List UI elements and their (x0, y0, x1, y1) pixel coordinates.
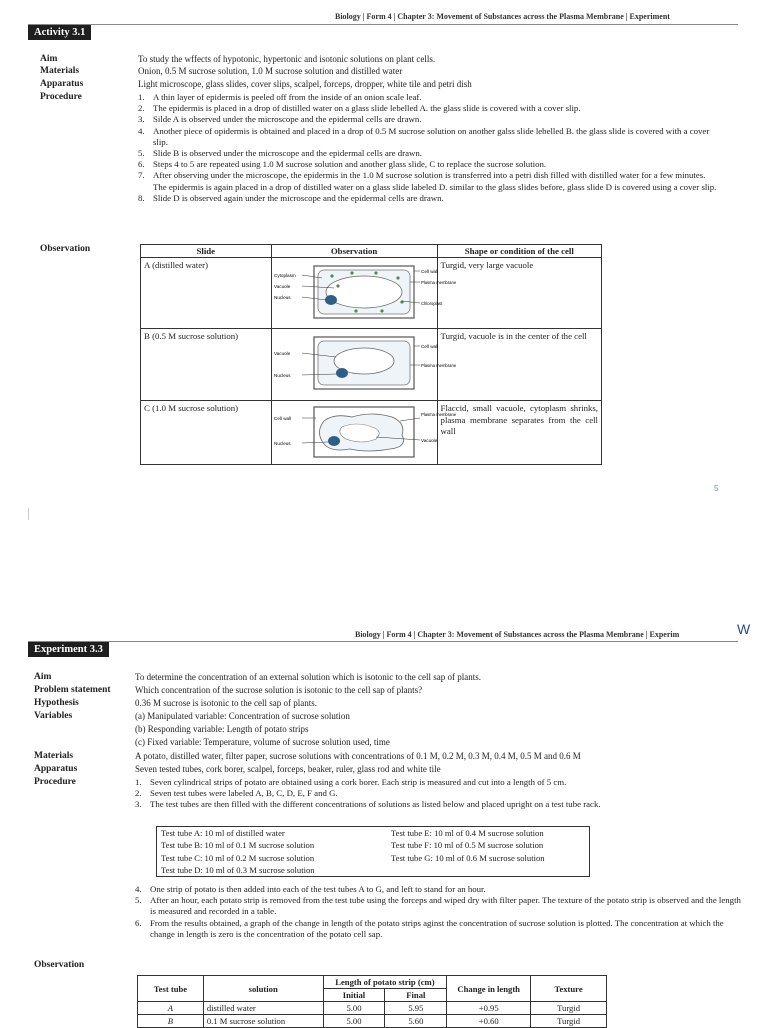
turgid-center-vacuole-diagram (272, 329, 456, 398)
apparatus-label: Apparatus (34, 764, 78, 774)
step-text: Slide D is observed again under the microscope and the epidermal cells are drawn. (153, 192, 444, 203)
materials-text: A potato, distilled water, filter paper, sucrose solutions with concentrations of 0.1 M, 0.2 M, 0.3 M, 0.4 M, 0.5 M and 0.6 M (135, 751, 581, 761)
results-cell: 5.00 (323, 1015, 385, 1028)
apparatus-text: Light microscope, glass slides, cover slips, scalpel, forceps, dropper, white tile and petri dish (138, 79, 472, 89)
materials-label: Materials (34, 751, 74, 761)
header-rule (28, 641, 738, 642)
diagram-label: Nucleus (273, 295, 291, 300)
condition-cell: Turgid, vacuole is in the center of the cell (437, 329, 601, 401)
procedure-step (135, 918, 743, 940)
tube-item: Test tube B: 10 ml of 0.1 M sucrose solution (161, 840, 315, 851)
step-number: 4. (138, 125, 145, 136)
procedure-step (138, 92, 720, 103)
step-number: 5. (138, 148, 145, 159)
diagram-label: Nucleus (273, 441, 291, 446)
procedure-step (135, 777, 743, 788)
header-rule (28, 24, 738, 25)
step-text: Seven test tubes were labeled A, B, C, D, E, F and G. (150, 788, 338, 799)
procedure-step (138, 103, 720, 114)
table-row (141, 258, 602, 329)
procedure-list (135, 777, 743, 811)
results-cell: distilled water (203, 1002, 323, 1015)
observation-table (140, 244, 602, 465)
diagram-label: Chloroplast (420, 301, 442, 306)
results-header-final: Final (385, 989, 447, 1002)
problem-text: Which concentration of the sucrose solution is isotonic to the cell sap of plants? (135, 685, 423, 695)
results-cell: 5.95 (385, 1002, 447, 1015)
condition-cell: Flaccid, small vacuole, cytoplasm shrinks, plasma membrane separates from the cell wall (437, 401, 601, 465)
diagram-label: Vacuole (273, 284, 290, 289)
diagram-label: Cell wall (273, 416, 291, 421)
step-text: After observing under the microscope, the epidermis in the 1.0 M sucrose solution is transferred into a petri dish filled with distilled water for a few minutes. The epidermis is again placed in a drop of distilled water on a glass slide labeled D. similar to the glass slides before, glass slide D is covered using a cover slip. (153, 170, 717, 192)
procedure-step (135, 884, 743, 895)
step-text: One strip of potato is then added into each of the test tubes A to G, and left to stand for an hour. (150, 884, 486, 894)
diagram-label: Plasma membrane (420, 412, 456, 417)
variables-label: Variables (34, 711, 73, 721)
step-number: 3. (138, 114, 145, 125)
step-text: After an hour, each potato strip is removed from the test tube using the forceps and wiped dry with filter paper. The texture of the potato strip is observed and the length is measured and recorded in a table. (150, 895, 741, 917)
tube-item: Test tube C: 10 ml of 0.2 M sucrose solution (161, 852, 315, 863)
procedure-step (138, 148, 720, 159)
tube-item: Test tube A: 10 ml of distilled water (161, 828, 285, 838)
procedure-step (138, 159, 720, 170)
procedure-list (138, 92, 720, 204)
diagram-label: Plasma membrane (420, 280, 456, 285)
observation-cell (271, 258, 456, 329)
step-text: Another piece of opidermis is obtained and placed in a drop of 0.5 M sucrose solution on another galss slide lebelled B. the glass slide is covered with a cover slip. (153, 125, 710, 147)
results-cell: 5.00 (323, 1002, 385, 1015)
results-header-change: Change in length (447, 976, 531, 1002)
diagram-label: Cytoplasm (273, 273, 296, 278)
step-number: 7. (138, 170, 145, 181)
w-logo-icon: W (737, 621, 751, 637)
table-header-observation: Observation (271, 245, 437, 258)
step-number: 1. (138, 92, 145, 102)
procedure-step (138, 126, 720, 148)
diagram-label: Vacuole (273, 351, 290, 356)
table-row (141, 329, 602, 401)
step-number: 2. (135, 788, 142, 799)
step-text: Seven cylindrical strips of potato are obtained using a cork borer. Each strip is measured and cut into a length of 5 cm. (150, 777, 567, 787)
tube-item: Test tube E: 10 ml of 0.4 M sucrose solution (391, 828, 544, 838)
slide-cell: A (distilled water) (141, 258, 272, 329)
step-number: 8. (138, 192, 145, 203)
diagram-label: Vacuole (420, 438, 437, 443)
table-row (138, 1002, 607, 1015)
hypothesis-text: 0.36 M sucrose is isotonic to the cell sap of plants. (135, 698, 317, 708)
procedure-step (138, 193, 720, 204)
page-experiment-3-3 (0, 620, 768, 1024)
aim-text: To determine the concentration of an external solution which is isotonic to the cell sap of plants. (135, 672, 482, 682)
diagram-label: Cell wall (420, 344, 438, 349)
results-header-initial: Initial (323, 989, 385, 1002)
condition-cell: Turgid, very large vacuole (437, 258, 601, 329)
variable-item: (a) Manipulated variable: Concentration of sucrose solution (135, 711, 350, 721)
materials-text: Onion, 0.5 M sucrose solution, 1.0 M sucrose solution and distilled water (138, 66, 403, 76)
results-cell: +0.95 (447, 1002, 531, 1015)
apparatus-text: Seven tested tubes, cork borer, scalpel, forceps, beaker, ruler, glass rod and white tile (135, 764, 441, 774)
diagram-label: Cell wall (420, 269, 438, 274)
page-edge (28, 508, 29, 520)
experiment-tag: Experiment 3.3 (28, 642, 109, 657)
procedure-step (138, 170, 720, 192)
slide-cell: B (0.5 M sucrose solution) (141, 329, 272, 401)
tube-item: Test tube D: 10 ml of 0.3 M sucrose solution (161, 864, 315, 875)
results-header-texture: Texture (531, 976, 607, 1002)
running-header: Biology | Form 4 | Chapter 3: Movement of Substances across the Plasma Membrane | Experiment (335, 12, 670, 21)
apparatus-label: Apparatus (40, 79, 84, 89)
step-number: 2. (138, 103, 145, 114)
running-header: Biology | Form 4 | Chapter 3: Movement of Substances across the Plasma Membrane | Experim (355, 630, 680, 639)
step-text: Steps 4 to 5 are repeated using 1.0 M sucrose solution and another glass slide, C to replace the sucrose solution. (153, 159, 547, 170)
step-number: 6. (135, 917, 142, 928)
tube-item: Test tube G: 10 ml of 0.6 M sucrose solution (391, 852, 545, 863)
results-cell: Turgid (531, 1015, 607, 1028)
flaccid-cell-diagram (272, 401, 456, 462)
variable-item: (c) Fixed variable: Temperature, volume of sucrose solution used, time (135, 737, 390, 747)
table-header-condition: Shape or condition of the cell (437, 245, 601, 258)
step-number: 3. (135, 799, 142, 810)
results-cell: +0.60 (447, 1015, 531, 1028)
step-text: The epidermis is placed in a drop of distilled water on a glass slide lebelled A. the glass slide is covered with a cover slip. (153, 103, 581, 114)
procedure-list-continued (135, 884, 743, 940)
tube-item: Test tube F: 10 ml of 0.5 M sucrose solution (391, 840, 544, 851)
observation-cell (271, 401, 456, 465)
aim-label: Aim (40, 54, 58, 64)
observation-label: Observation (34, 960, 85, 970)
procedure-step (135, 799, 743, 810)
slide-cell: C (1.0 M sucrose solution) (141, 401, 272, 465)
materials-label: Materials (40, 66, 80, 76)
step-number: 5. (135, 895, 142, 906)
procedure-label: Procedure (34, 777, 76, 787)
activity-tag: Activity 3.1 (28, 25, 91, 40)
hypothesis-label: Hypothesis (34, 698, 79, 708)
results-cell: 0.1 M sucrose solution (203, 1015, 323, 1028)
turgid-cell-diagram (272, 258, 456, 326)
results-cell: A (138, 1002, 204, 1015)
step-number: 1. (135, 777, 142, 787)
page-number: 5 (714, 484, 719, 493)
results-cell: B (138, 1015, 204, 1028)
step-number: 6. (138, 159, 145, 170)
diagram-label: Nucleus (273, 373, 291, 378)
aim-label: Aim (34, 672, 52, 682)
results-table (137, 975, 607, 1028)
step-text: From the results obtained, a graph of the change in length of the potato strips aginst the concentration of sucrose solution is plotted. The concentration at which the change in length is zero is the concentration of the potato cell sap. (150, 917, 724, 939)
step-number: 4. (135, 884, 142, 894)
diagram-label: Plasma membrane (420, 363, 456, 368)
procedure-label: Procedure (40, 92, 82, 102)
procedure-step (135, 895, 743, 917)
test-tube-list (156, 826, 590, 877)
results-header-length: Length of potato strip (cm) (323, 976, 447, 989)
observation-cell (271, 329, 456, 401)
procedure-step (138, 114, 720, 125)
table-header-slide: Slide (141, 245, 272, 258)
step-text: Slide B is observed under the microscope and the epidermal cells are drawn. (153, 148, 422, 159)
observation-label: Observation (40, 244, 91, 254)
aim-text: To study the wffects of hypotonic, hypertonic and isotonic solutions on plant cells. (138, 54, 436, 64)
step-text: The test tubes are then filled with the different concentrations of solutions as listed below and placed upright on a test tube rack. (150, 799, 601, 810)
results-header-solution: solution (203, 976, 323, 1002)
results-cell: Turgid (531, 1002, 607, 1015)
results-header-tube: Test tube (138, 976, 204, 1002)
step-text: A thin layer of epidermis is peeled off from the inside of an onion scale leaf. (153, 92, 422, 102)
table-row (138, 1015, 607, 1028)
variable-item: (b) Responding variable: Length of potato strips (135, 724, 309, 734)
results-cell: 5.60 (385, 1015, 447, 1028)
procedure-step (135, 788, 743, 799)
problem-label: Problem statement (34, 685, 111, 695)
step-text: Silde A is observed under the microscope and the epidermal cells are drawn. (153, 114, 422, 125)
table-row (141, 401, 602, 465)
